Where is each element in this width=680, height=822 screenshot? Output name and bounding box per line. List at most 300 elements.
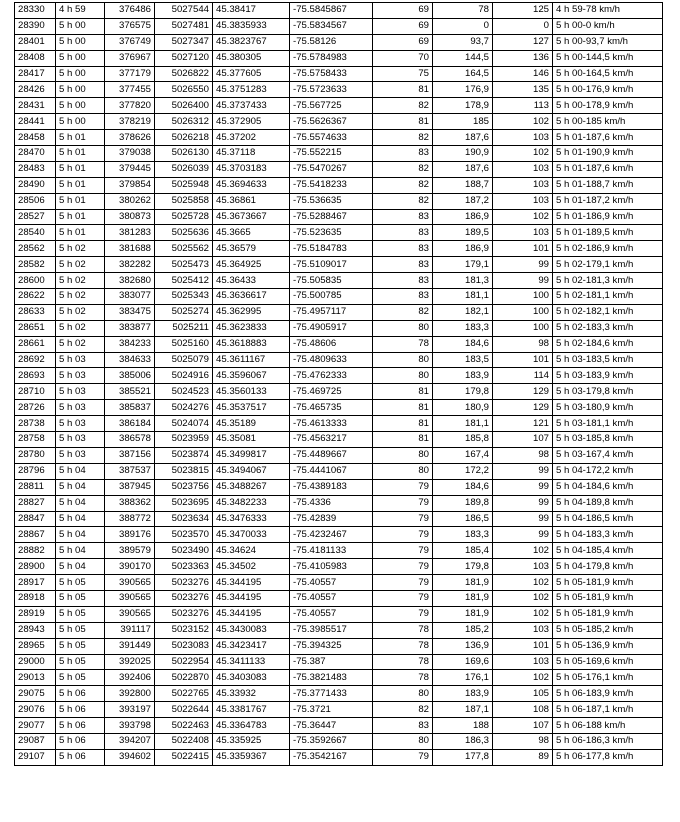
easting-cell: 379038 [105, 146, 155, 162]
latitude-cell: 45.3835933 [213, 18, 290, 34]
table-row [15, 161, 663, 177]
time-cell: 5 h 04 [56, 479, 105, 495]
id-cell: 28900 [15, 559, 56, 575]
time-cell: 5 h 03 [56, 384, 105, 400]
value-b-cell: 100 [493, 289, 553, 305]
northing-cell: 5022954 [155, 654, 213, 670]
northing-cell: 5025562 [155, 241, 213, 257]
id-cell: 29075 [15, 686, 56, 702]
id-cell: 28562 [15, 241, 56, 257]
northing-cell: 5025211 [155, 320, 213, 336]
time-cell: 5 h 06 [56, 718, 105, 734]
latitude-cell: 45.335925 [213, 733, 290, 749]
longitude-cell: -75.523635 [290, 225, 373, 241]
table-row [15, 575, 663, 591]
latitude-cell: 45.377605 [213, 66, 290, 82]
id-cell: 28710 [15, 384, 56, 400]
value-a-cell: 78 [373, 622, 433, 638]
latitude-cell: 45.35081 [213, 432, 290, 448]
latitude-cell: 45.3476333 [213, 511, 290, 527]
easting-cell: 381688 [105, 241, 155, 257]
value-a-cell: 80 [373, 733, 433, 749]
northing-cell: 5023815 [155, 463, 213, 479]
time-cell: 5 h 05 [56, 575, 105, 591]
latitude-cell: 45.3470033 [213, 527, 290, 543]
label-cell: 5 h 04-189,8 km/h [553, 495, 663, 511]
value-a-cell: 79 [373, 543, 433, 559]
northing-cell: 5023083 [155, 638, 213, 654]
id-cell: 28882 [15, 543, 56, 559]
speed-cell: 187,6 [433, 161, 493, 177]
longitude-cell: -75.3771433 [290, 686, 373, 702]
table-row [15, 479, 663, 495]
speed-cell: 0 [433, 18, 493, 34]
label-cell: 5 h 00-185 km/h [553, 114, 663, 130]
value-a-cell: 80 [373, 352, 433, 368]
label-cell: 5 h 04-172,2 km/h [553, 463, 663, 479]
time-cell: 5 h 05 [56, 606, 105, 622]
northing-cell: 5024074 [155, 416, 213, 432]
value-a-cell: 83 [373, 718, 433, 734]
value-b-cell: 98 [493, 447, 553, 463]
value-b-cell: 100 [493, 304, 553, 320]
northing-cell: 5022765 [155, 686, 213, 702]
value-b-cell: 99 [493, 495, 553, 511]
value-a-cell: 80 [373, 447, 433, 463]
id-cell: 28651 [15, 320, 56, 336]
label-cell: 5 h 01-187,2 km/h [553, 193, 663, 209]
label-cell: 5 h 00-0 km/h [553, 18, 663, 34]
easting-cell: 380873 [105, 209, 155, 225]
value-a-cell: 83 [373, 209, 433, 225]
latitude-cell: 45.3751283 [213, 82, 290, 98]
id-cell: 28965 [15, 638, 56, 654]
label-cell: 5 h 06-177,8 km/h [553, 749, 663, 765]
latitude-cell: 45.3823767 [213, 34, 290, 50]
value-a-cell: 83 [373, 257, 433, 273]
easting-cell: 392406 [105, 670, 155, 686]
longitude-cell: -75.465735 [290, 400, 373, 416]
easting-cell: 391117 [105, 622, 155, 638]
speed-cell: 169,6 [433, 654, 493, 670]
easting-cell: 385521 [105, 384, 155, 400]
table-row [15, 18, 663, 34]
speed-cell: 183,5 [433, 352, 493, 368]
latitude-cell: 45.362995 [213, 304, 290, 320]
northing-cell: 5022415 [155, 749, 213, 765]
longitude-cell: -75.3821483 [290, 670, 373, 686]
easting-cell: 386184 [105, 416, 155, 432]
northing-cell: 5025274 [155, 304, 213, 320]
easting-cell: 383475 [105, 304, 155, 320]
easting-cell: 387945 [105, 479, 155, 495]
label-cell: 5 h 02-186,9 km/h [553, 241, 663, 257]
value-b-cell: 103 [493, 177, 553, 193]
value-b-cell: 99 [493, 479, 553, 495]
speed-cell: 176,1 [433, 670, 493, 686]
value-b-cell: 103 [493, 225, 553, 241]
easting-cell: 390565 [105, 590, 155, 606]
label-cell: 5 h 05-169,6 km/h [553, 654, 663, 670]
northing-cell: 5025948 [155, 177, 213, 193]
easting-cell: 376749 [105, 34, 155, 50]
id-cell: 28527 [15, 209, 56, 225]
northing-cell: 5025079 [155, 352, 213, 368]
latitude-cell: 45.36433 [213, 273, 290, 289]
longitude-cell: -75.3542167 [290, 749, 373, 765]
value-b-cell: 136 [493, 50, 553, 66]
longitude-cell: -75.4613333 [290, 416, 373, 432]
northing-cell: 5027120 [155, 50, 213, 66]
id-cell: 28622 [15, 289, 56, 305]
table-row [15, 3, 663, 19]
id-cell: 28458 [15, 130, 56, 146]
easting-cell: 383877 [105, 320, 155, 336]
time-cell: 5 h 02 [56, 336, 105, 352]
latitude-cell: 45.34502 [213, 559, 290, 575]
value-b-cell: 101 [493, 241, 553, 257]
time-cell: 5 h 01 [56, 193, 105, 209]
table-row [15, 177, 663, 193]
longitude-cell: -75.5470267 [290, 161, 373, 177]
value-a-cell: 79 [373, 527, 433, 543]
latitude-cell: 45.3636617 [213, 289, 290, 305]
value-b-cell: 129 [493, 384, 553, 400]
latitude-cell: 45.37202 [213, 130, 290, 146]
speed-cell: 179,1 [433, 257, 493, 273]
table-row [15, 225, 663, 241]
value-b-cell: 102 [493, 590, 553, 606]
latitude-cell: 45.3359367 [213, 749, 290, 765]
value-a-cell: 79 [373, 590, 433, 606]
value-a-cell: 79 [373, 559, 433, 575]
speed-cell: 183,3 [433, 320, 493, 336]
table-row [15, 606, 663, 622]
latitude-cell: 45.3430083 [213, 622, 290, 638]
easting-cell: 390565 [105, 575, 155, 591]
northing-cell: 5027544 [155, 3, 213, 19]
value-a-cell: 81 [373, 114, 433, 130]
speed-cell: 188,7 [433, 177, 493, 193]
northing-cell: 5026130 [155, 146, 213, 162]
easting-cell: 379854 [105, 177, 155, 193]
table-body [15, 3, 663, 766]
easting-cell: 383077 [105, 289, 155, 305]
value-b-cell: 99 [493, 463, 553, 479]
longitude-cell: -75.36447 [290, 718, 373, 734]
northing-cell: 5023276 [155, 606, 213, 622]
speed-cell: 181,9 [433, 590, 493, 606]
latitude-cell: 45.3494067 [213, 463, 290, 479]
id-cell: 28692 [15, 352, 56, 368]
northing-cell: 5025160 [155, 336, 213, 352]
speed-cell: 181,1 [433, 416, 493, 432]
label-cell: 5 h 02-184,6 km/h [553, 336, 663, 352]
time-cell: 5 h 01 [56, 161, 105, 177]
northing-cell: 5025636 [155, 225, 213, 241]
speed-cell: 78 [433, 3, 493, 19]
time-cell: 5 h 04 [56, 559, 105, 575]
time-cell: 5 h 04 [56, 511, 105, 527]
time-cell: 5 h 05 [56, 622, 105, 638]
value-b-cell: 99 [493, 511, 553, 527]
table-row [15, 50, 663, 66]
value-a-cell: 82 [373, 177, 433, 193]
time-cell: 5 h 06 [56, 686, 105, 702]
value-a-cell: 80 [373, 320, 433, 336]
northing-cell: 5025343 [155, 289, 213, 305]
label-cell: 5 h 04-186,5 km/h [553, 511, 663, 527]
id-cell: 28796 [15, 463, 56, 479]
latitude-cell: 45.3488267 [213, 479, 290, 495]
time-cell: 5 h 03 [56, 416, 105, 432]
speed-cell: 167,4 [433, 447, 493, 463]
value-a-cell: 81 [373, 384, 433, 400]
northing-cell: 5023756 [155, 479, 213, 495]
value-a-cell: 83 [373, 273, 433, 289]
time-cell: 5 h 05 [56, 638, 105, 654]
table-row [15, 114, 663, 130]
easting-cell: 389176 [105, 527, 155, 543]
northing-cell: 5025473 [155, 257, 213, 273]
northing-cell: 5026312 [155, 114, 213, 130]
value-a-cell: 79 [373, 511, 433, 527]
id-cell: 29087 [15, 733, 56, 749]
value-b-cell: 102 [493, 606, 553, 622]
longitude-cell: -75.5758433 [290, 66, 373, 82]
easting-cell: 388362 [105, 495, 155, 511]
easting-cell: 378219 [105, 114, 155, 130]
longitude-cell: -75.3592667 [290, 733, 373, 749]
speed-cell: 181,1 [433, 289, 493, 305]
speed-cell: 185,2 [433, 622, 493, 638]
label-cell: 5 h 01-189,5 km/h [553, 225, 663, 241]
value-a-cell: 81 [373, 400, 433, 416]
latitude-cell: 45.3596067 [213, 368, 290, 384]
northing-cell: 5023276 [155, 575, 213, 591]
easting-cell: 392800 [105, 686, 155, 702]
latitude-cell: 45.3381767 [213, 702, 290, 718]
value-a-cell: 69 [373, 3, 433, 19]
easting-cell: 376486 [105, 3, 155, 19]
value-b-cell: 102 [493, 209, 553, 225]
time-cell: 5 h 01 [56, 146, 105, 162]
longitude-cell: -75.48606 [290, 336, 373, 352]
latitude-cell: 45.380305 [213, 50, 290, 66]
table-row [15, 34, 663, 50]
table-row [15, 718, 663, 734]
table-row [15, 733, 663, 749]
northing-cell: 5026550 [155, 82, 213, 98]
northing-cell: 5026039 [155, 161, 213, 177]
longitude-cell: -75.3721 [290, 702, 373, 718]
table-row [15, 146, 663, 162]
label-cell: 5 h 02-179,1 km/h [553, 257, 663, 273]
easting-cell: 376575 [105, 18, 155, 34]
northing-cell: 5023490 [155, 543, 213, 559]
id-cell: 28408 [15, 50, 56, 66]
table-row [15, 495, 663, 511]
id-cell: 28758 [15, 432, 56, 448]
speed-cell: 186,9 [433, 209, 493, 225]
longitude-cell: -75.4441067 [290, 463, 373, 479]
id-cell: 28780 [15, 447, 56, 463]
table-row [15, 289, 663, 305]
latitude-cell: 45.344195 [213, 606, 290, 622]
longitude-cell: -75.4489667 [290, 447, 373, 463]
value-b-cell: 107 [493, 718, 553, 734]
time-cell: 5 h 00 [56, 18, 105, 34]
value-b-cell: 98 [493, 336, 553, 352]
northing-cell: 5024916 [155, 368, 213, 384]
value-b-cell: 101 [493, 638, 553, 654]
longitude-cell: -75.4905917 [290, 320, 373, 336]
id-cell: 28390 [15, 18, 56, 34]
value-a-cell: 81 [373, 416, 433, 432]
label-cell: 5 h 01-187,6 km/h [553, 161, 663, 177]
speed-cell: 190,9 [433, 146, 493, 162]
label-cell: 5 h 03-167,4 km/h [553, 447, 663, 463]
value-b-cell: 102 [493, 114, 553, 130]
label-cell: 5 h 02-181,1 km/h [553, 289, 663, 305]
id-cell: 28431 [15, 98, 56, 114]
value-b-cell: 125 [493, 3, 553, 19]
longitude-cell: -75.500785 [290, 289, 373, 305]
speed-cell: 180,9 [433, 400, 493, 416]
value-a-cell: 80 [373, 463, 433, 479]
speed-cell: 184,6 [433, 336, 493, 352]
easting-cell: 382680 [105, 273, 155, 289]
northing-cell: 5026400 [155, 98, 213, 114]
time-cell: 5 h 04 [56, 463, 105, 479]
easting-cell: 388772 [105, 511, 155, 527]
time-cell: 5 h 01 [56, 130, 105, 146]
id-cell: 28811 [15, 479, 56, 495]
speed-cell: 164,5 [433, 66, 493, 82]
northing-cell: 5025728 [155, 209, 213, 225]
value-b-cell: 99 [493, 273, 553, 289]
label-cell: 5 h 04-183,3 km/h [553, 527, 663, 543]
value-b-cell: 98 [493, 733, 553, 749]
table-row [15, 590, 663, 606]
time-cell: 5 h 06 [56, 733, 105, 749]
longitude-cell: -75.5723633 [290, 82, 373, 98]
northing-cell: 5023695 [155, 495, 213, 511]
speed-cell: 189,5 [433, 225, 493, 241]
time-cell: 5 h 03 [56, 400, 105, 416]
speed-cell: 176,9 [433, 82, 493, 98]
speed-cell: 185,8 [433, 432, 493, 448]
northing-cell: 5022463 [155, 718, 213, 734]
longitude-cell: -75.469725 [290, 384, 373, 400]
id-cell: 28483 [15, 161, 56, 177]
northing-cell: 5024276 [155, 400, 213, 416]
speed-cell: 185 [433, 114, 493, 130]
latitude-cell: 45.36579 [213, 241, 290, 257]
label-cell: 5 h 05-181,9 km/h [553, 590, 663, 606]
value-b-cell: 103 [493, 559, 553, 575]
latitude-cell: 45.3364783 [213, 718, 290, 734]
table-row [15, 368, 663, 384]
latitude-cell: 45.3694633 [213, 177, 290, 193]
value-b-cell: 127 [493, 34, 553, 50]
id-cell: 28867 [15, 527, 56, 543]
table-row [15, 702, 663, 718]
id-cell: 28490 [15, 177, 56, 193]
table-row [15, 432, 663, 448]
longitude-cell: -75.5626367 [290, 114, 373, 130]
easting-cell: 385837 [105, 400, 155, 416]
value-b-cell: 114 [493, 368, 553, 384]
label-cell: 5 h 03-180,9 km/h [553, 400, 663, 416]
value-a-cell: 82 [373, 304, 433, 320]
time-cell: 5 h 01 [56, 177, 105, 193]
value-a-cell: 81 [373, 82, 433, 98]
value-b-cell: 100 [493, 320, 553, 336]
value-a-cell: 81 [373, 432, 433, 448]
latitude-cell: 45.35189 [213, 416, 290, 432]
easting-cell: 389579 [105, 543, 155, 559]
id-cell: 28540 [15, 225, 56, 241]
time-cell: 5 h 05 [56, 654, 105, 670]
longitude-cell: -75.4389183 [290, 479, 373, 495]
label-cell: 5 h 06-187,1 km/h [553, 702, 663, 718]
value-b-cell: 105 [493, 686, 553, 702]
table-row [15, 273, 663, 289]
table-row [15, 241, 663, 257]
table-row [15, 559, 663, 575]
longitude-cell: -75.42839 [290, 511, 373, 527]
value-b-cell: 103 [493, 193, 553, 209]
value-a-cell: 79 [373, 606, 433, 622]
speed-cell: 186,3 [433, 733, 493, 749]
value-b-cell: 129 [493, 400, 553, 416]
table-row [15, 463, 663, 479]
easting-cell: 394602 [105, 749, 155, 765]
longitude-cell: -75.552215 [290, 146, 373, 162]
easting-cell: 392025 [105, 654, 155, 670]
table-row [15, 257, 663, 273]
longitude-cell: -75.58126 [290, 34, 373, 50]
northing-cell: 5025858 [155, 193, 213, 209]
latitude-cell: 45.3703183 [213, 161, 290, 177]
id-cell: 28441 [15, 114, 56, 130]
longitude-cell: -75.4563217 [290, 432, 373, 448]
table-row [15, 336, 663, 352]
id-cell: 28738 [15, 416, 56, 432]
speed-cell: 93,7 [433, 34, 493, 50]
label-cell: 5 h 03-181,1 km/h [553, 416, 663, 432]
id-cell: 28919 [15, 606, 56, 622]
latitude-cell: 45.37118 [213, 146, 290, 162]
easting-cell: 393798 [105, 718, 155, 734]
latitude-cell: 45.36861 [213, 193, 290, 209]
table-row [15, 352, 663, 368]
table-row [15, 511, 663, 527]
id-cell: 28726 [15, 400, 56, 416]
id-cell: 29000 [15, 654, 56, 670]
northing-cell: 5023363 [155, 559, 213, 575]
value-a-cell: 83 [373, 146, 433, 162]
time-cell: 5 h 04 [56, 543, 105, 559]
northing-cell: 5027481 [155, 18, 213, 34]
time-cell: 5 h 04 [56, 495, 105, 511]
easting-cell: 378626 [105, 130, 155, 146]
easting-cell: 384633 [105, 352, 155, 368]
easting-cell: 391449 [105, 638, 155, 654]
latitude-cell: 45.3499817 [213, 447, 290, 463]
longitude-cell: -75.4336 [290, 495, 373, 511]
